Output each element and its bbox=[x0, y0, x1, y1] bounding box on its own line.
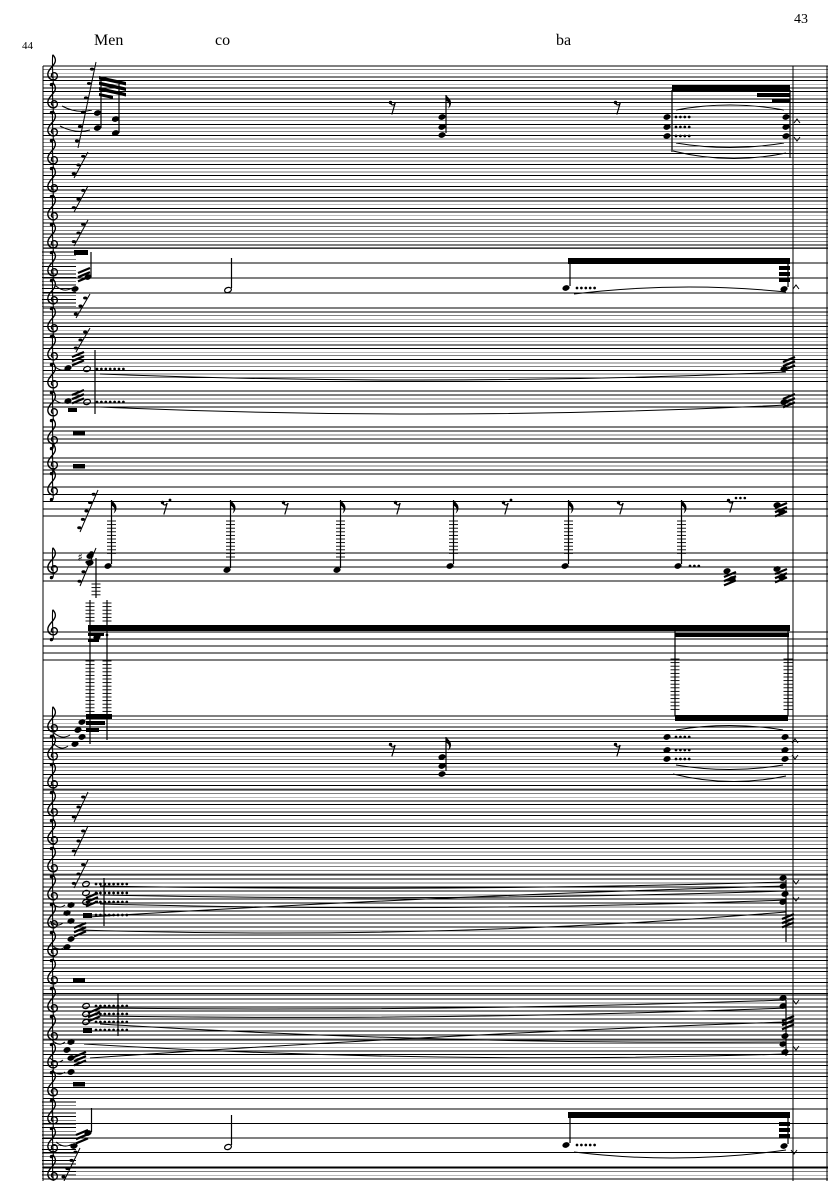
treble-clef-icon bbox=[48, 791, 58, 823]
tie bbox=[100, 891, 786, 898]
beam bbox=[86, 721, 105, 725]
note-head bbox=[780, 1142, 789, 1149]
duration-dots bbox=[106, 634, 109, 637]
beam bbox=[68, 408, 77, 412]
eighth-rest-icon bbox=[282, 501, 288, 515]
tie bbox=[56, 286, 72, 290]
treble-clef-icon bbox=[48, 111, 58, 143]
treble-clef-icon bbox=[48, 707, 58, 739]
treble-clef-icon bbox=[48, 819, 58, 851]
grace-note-run bbox=[72, 792, 88, 822]
staff-lines-layer bbox=[42, 66, 828, 1181]
treble-clef-icon bbox=[48, 55, 58, 87]
beam bbox=[779, 1128, 790, 1132]
note-head bbox=[67, 1038, 76, 1045]
beam bbox=[772, 99, 790, 103]
grace-note-run bbox=[72, 220, 88, 246]
sharp-accidental-icon: ♯ bbox=[77, 551, 83, 564]
tie bbox=[54, 733, 70, 737]
tie bbox=[62, 106, 92, 111]
treble-clef-icon bbox=[48, 335, 58, 367]
treble-clef-icon bbox=[48, 610, 58, 642]
beam bbox=[757, 93, 790, 97]
duration-dots bbox=[576, 1144, 596, 1147]
note-head bbox=[663, 132, 672, 139]
clef-column bbox=[48, 55, 58, 1181]
tie bbox=[100, 1000, 786, 1009]
treble-clef-icon bbox=[48, 279, 58, 311]
ledger-lines bbox=[103, 661, 112, 711]
tie bbox=[54, 744, 68, 748]
grace-note-run bbox=[77, 490, 98, 532]
articulation-mark bbox=[793, 1046, 799, 1050]
duration-dots bbox=[689, 565, 701, 568]
note-head bbox=[74, 726, 83, 733]
tie bbox=[676, 726, 783, 731]
note-head bbox=[438, 131, 447, 138]
duration-dots bbox=[96, 368, 125, 371]
measure-number: 44 bbox=[22, 40, 33, 52]
treble-clef-icon bbox=[48, 875, 58, 907]
beam bbox=[86, 714, 112, 719]
ledger-lines bbox=[671, 659, 680, 709]
beam bbox=[88, 625, 790, 631]
note-head bbox=[781, 1032, 790, 1039]
half-note-head bbox=[82, 1003, 90, 1010]
grace-note-run bbox=[74, 294, 90, 318]
treble-clef-icon bbox=[48, 470, 58, 502]
note-head bbox=[562, 284, 571, 291]
beam bbox=[779, 1134, 790, 1138]
note-head bbox=[63, 909, 72, 916]
lyric-syllable: Men bbox=[94, 32, 124, 49]
half-rest-icon bbox=[73, 464, 85, 469]
beam bbox=[675, 633, 789, 637]
tie bbox=[100, 1008, 786, 1017]
treble-clef-icon bbox=[48, 903, 58, 935]
tremolo-slashes-icon bbox=[72, 390, 84, 403]
half-note-head bbox=[224, 287, 232, 294]
grace-note-run bbox=[72, 152, 88, 178]
treble-clef-icon bbox=[48, 931, 58, 963]
treble-clef-icon bbox=[48, 735, 58, 767]
note-head bbox=[64, 397, 73, 404]
half-note-head bbox=[224, 1144, 232, 1151]
eighth-rest-icon bbox=[502, 499, 513, 515]
note-head bbox=[663, 113, 672, 120]
tremolo-slashes-icon bbox=[782, 914, 794, 927]
note-head bbox=[782, 113, 791, 120]
half-note-head bbox=[82, 1019, 90, 1026]
tie bbox=[676, 143, 784, 148]
beam bbox=[779, 266, 790, 270]
lyric-syllable: ba bbox=[556, 32, 572, 49]
duration-dots bbox=[576, 287, 596, 290]
treble-clef-icon bbox=[48, 223, 58, 255]
eighth-rest-icon bbox=[161, 499, 172, 515]
note-head bbox=[562, 1141, 571, 1148]
eighth-rest-icon bbox=[617, 501, 623, 515]
treble-clef-icon bbox=[48, 195, 58, 227]
duration-dots bbox=[95, 892, 129, 895]
articulation-mark bbox=[793, 880, 799, 884]
half-rest-icon bbox=[73, 978, 85, 983]
page-number: 43 bbox=[794, 12, 808, 27]
beam bbox=[83, 1028, 92, 1033]
tie bbox=[60, 126, 90, 131]
tie bbox=[100, 372, 786, 380]
tie bbox=[100, 405, 786, 414]
beam bbox=[779, 272, 790, 276]
beam bbox=[568, 258, 790, 264]
beam bbox=[779, 278, 790, 282]
articulation-mark bbox=[793, 285, 799, 289]
lyric-syllable: co bbox=[215, 32, 231, 49]
beam bbox=[86, 728, 99, 732]
eighth-rest-icon bbox=[394, 501, 400, 515]
ledger-lines bbox=[86, 661, 95, 711]
beam bbox=[74, 250, 88, 255]
tie bbox=[100, 900, 786, 908]
treble-clef-icon bbox=[48, 1071, 58, 1103]
note-head bbox=[67, 917, 76, 924]
beam bbox=[672, 85, 790, 92]
treble-clef-icon bbox=[48, 391, 58, 423]
eighth-rest-icon bbox=[727, 497, 746, 513]
tremolo-slashes-icon bbox=[74, 1052, 86, 1065]
half-rest-icon bbox=[73, 431, 85, 436]
treble-clef-icon bbox=[48, 139, 58, 171]
half-note-head bbox=[82, 890, 90, 897]
articulation-mark bbox=[793, 1000, 799, 1004]
beam bbox=[675, 715, 788, 721]
ledger-lines bbox=[784, 659, 793, 709]
beam bbox=[568, 1112, 790, 1118]
note-head bbox=[782, 132, 791, 139]
note-head bbox=[71, 285, 80, 292]
tie bbox=[574, 1150, 786, 1158]
note-head bbox=[67, 901, 76, 908]
treble-clef-icon bbox=[48, 1015, 58, 1047]
half-rest-icon bbox=[73, 1082, 85, 1087]
half-note-head bbox=[82, 881, 90, 888]
note-head bbox=[438, 113, 447, 120]
note-head bbox=[773, 501, 782, 508]
treble-clef-icon bbox=[48, 548, 58, 580]
half-note-head bbox=[83, 399, 91, 406]
beam bbox=[779, 1122, 790, 1126]
treble-clef-icon bbox=[48, 847, 58, 879]
note-head bbox=[438, 770, 447, 777]
treble-clef-icon bbox=[48, 959, 58, 991]
treble-clef-icon bbox=[48, 987, 58, 1019]
treble-clef-icon bbox=[48, 1099, 58, 1131]
